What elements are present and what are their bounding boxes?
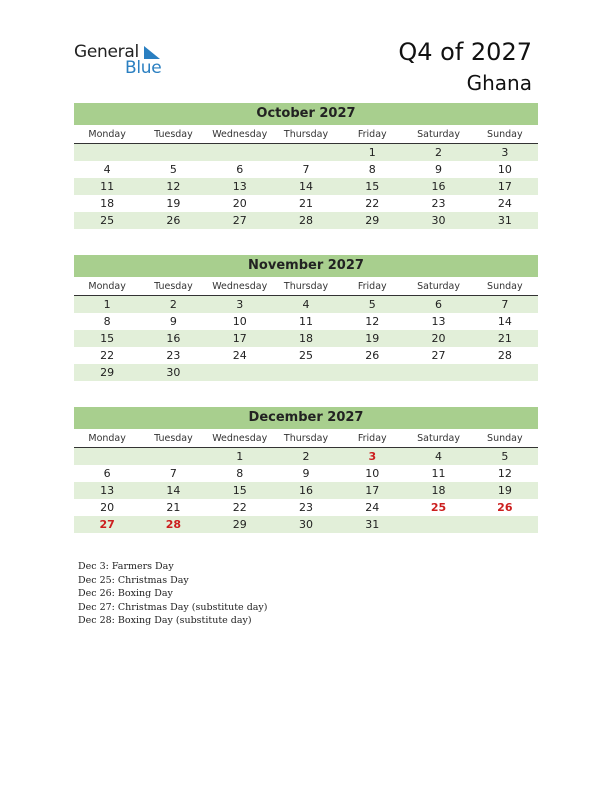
- weekday-header: Wednesday: [212, 281, 268, 292]
- holiday-note: Dec 3: Farmers Day: [78, 561, 174, 572]
- day-cell: 18: [298, 332, 313, 345]
- week-row: [74, 482, 538, 499]
- day-cell: 4: [103, 163, 111, 176]
- day-cell: 19: [166, 197, 181, 210]
- day-cell: 20: [431, 332, 446, 345]
- day-cell: 17: [497, 180, 512, 193]
- weekday-header: Thursday: [283, 433, 329, 444]
- day-cell: 28: [165, 518, 182, 531]
- day-cell: [273, 144, 339, 161]
- day-cell: 11: [298, 315, 313, 328]
- day-cell: 9: [302, 467, 310, 480]
- weekday-header: Tuesday: [154, 433, 193, 444]
- day-cell: 18: [431, 484, 446, 497]
- week-row: [74, 448, 538, 465]
- day-cell: 22: [100, 349, 115, 362]
- day-cell: 17: [365, 484, 380, 497]
- week-row: [74, 178, 538, 195]
- day-cell: 22: [365, 197, 380, 210]
- day-cell: 16: [298, 484, 313, 497]
- day-cell: 7: [302, 163, 310, 176]
- month-title-label: November 2027: [248, 258, 364, 273]
- weekday-header: Friday: [357, 129, 387, 140]
- day-cell: 12: [166, 180, 181, 193]
- day-cell: 14: [497, 315, 512, 328]
- day-cell: 16: [166, 332, 181, 345]
- day-cell: 15: [365, 180, 380, 193]
- day-cell: [140, 448, 206, 465]
- day-cell: [74, 448, 140, 465]
- day-cell: 28: [298, 214, 313, 227]
- day-cell: [405, 516, 471, 533]
- week-row: [74, 465, 538, 482]
- day-cell: 6: [236, 163, 244, 176]
- day-cell: 11: [431, 467, 446, 480]
- month-title: [74, 407, 538, 429]
- day-cell: 12: [497, 467, 512, 480]
- day-cell: 6: [435, 298, 443, 311]
- day-cell: 31: [497, 214, 512, 227]
- day-cell: 5: [368, 298, 376, 311]
- week-row: [74, 296, 538, 313]
- weekday-header: Monday: [88, 281, 126, 292]
- weekday-header: Monday: [88, 433, 126, 444]
- day-cell: 18: [100, 197, 115, 210]
- page-title: Q4 of 2027: [398, 38, 532, 66]
- day-cell: 24: [497, 197, 512, 210]
- day-cell: 22: [232, 501, 247, 514]
- day-cell: 23: [298, 501, 313, 514]
- weekday-header-row: [74, 429, 538, 448]
- day-cell: 26: [166, 214, 181, 227]
- month-title: [74, 255, 538, 277]
- holiday-notes: [78, 560, 268, 628]
- weekday-header: Thursday: [283, 281, 329, 292]
- day-cell: 14: [166, 484, 181, 497]
- day-cell: 13: [232, 180, 247, 193]
- week-row: [74, 144, 538, 161]
- day-cell: 24: [232, 349, 247, 362]
- day-cell: 2: [302, 450, 310, 463]
- day-cell: 20: [100, 501, 115, 514]
- day-cell: 15: [100, 332, 115, 345]
- weekday-header: Friday: [357, 281, 387, 292]
- day-cell: 7: [501, 298, 509, 311]
- day-cell: 29: [232, 518, 247, 531]
- weekday-header: Thursday: [283, 129, 329, 140]
- month-calendar-november: [74, 255, 538, 381]
- day-cell: 13: [100, 484, 115, 497]
- day-cell: 2: [169, 298, 177, 311]
- weekday-header: Saturday: [417, 281, 460, 292]
- day-cell: [405, 364, 471, 381]
- holiday-note: Dec 27: Christmas Day (substitute day): [78, 601, 268, 613]
- day-cell: 29: [365, 214, 380, 227]
- day-cell: 3: [236, 298, 244, 311]
- weekday-header: Friday: [357, 433, 387, 444]
- day-cell: 21: [298, 197, 313, 210]
- weekday-header: Monday: [88, 129, 126, 140]
- day-cell: 25: [100, 214, 115, 227]
- day-cell: 21: [166, 501, 181, 514]
- week-row: [74, 516, 538, 533]
- day-cell: 30: [298, 518, 313, 531]
- day-cell: 4: [435, 450, 443, 463]
- day-cell: 25: [298, 349, 313, 362]
- day-cell: 9: [435, 163, 443, 176]
- day-cell: [74, 144, 140, 161]
- logo-text-blue: Blue: [125, 58, 162, 78]
- week-row: [74, 195, 538, 212]
- day-cell: [472, 516, 538, 533]
- weekday-header: Sunday: [487, 433, 523, 444]
- weekday-header: Wednesday: [212, 129, 268, 140]
- day-cell: 8: [368, 163, 376, 176]
- day-cell: 5: [501, 450, 509, 463]
- generalblue-logo: [74, 42, 184, 78]
- day-cell: 3: [368, 450, 377, 463]
- day-cell: 26: [497, 501, 513, 514]
- day-cell: 7: [169, 467, 177, 480]
- weekday-header: Saturday: [417, 129, 460, 140]
- day-cell: 16: [431, 180, 446, 193]
- weekday-header-row: [74, 125, 538, 144]
- month-title: [74, 103, 538, 125]
- day-cell: 19: [365, 332, 380, 345]
- day-cell: 30: [431, 214, 446, 227]
- holiday-note: Dec 25: Christmas Day: [78, 574, 189, 586]
- day-cell: 8: [103, 315, 111, 328]
- week-row: [74, 313, 538, 330]
- day-cell: 27: [232, 214, 247, 227]
- day-cell: 14: [298, 180, 313, 193]
- day-cell: 29: [100, 366, 115, 379]
- month-calendar-october: [74, 103, 538, 229]
- weekday-header-row: [74, 277, 538, 296]
- day-cell: 30: [166, 366, 181, 379]
- weekday-header: Sunday: [487, 129, 523, 140]
- weekday-header: Sunday: [487, 281, 523, 292]
- day-cell: 27: [431, 349, 446, 362]
- day-cell: 3: [501, 146, 509, 159]
- day-cell: [207, 144, 273, 161]
- day-cell: 11: [100, 180, 115, 193]
- week-row: [74, 364, 538, 381]
- day-cell: 1: [103, 298, 111, 311]
- month-calendar-december: [74, 407, 538, 533]
- holiday-note: Dec 28: Boxing Day (substitute day): [78, 615, 252, 627]
- day-cell: 4: [302, 298, 310, 311]
- day-cell: 1: [236, 450, 244, 463]
- weekday-header: Wednesday: [212, 433, 268, 444]
- day-cell: [472, 364, 538, 381]
- day-cell: 28: [497, 349, 512, 362]
- day-cell: 13: [431, 315, 446, 328]
- day-cell: 15: [232, 484, 247, 497]
- month-title-label: October 2027: [256, 106, 356, 121]
- day-cell: 17: [232, 332, 247, 345]
- week-row: [74, 499, 538, 516]
- week-row: [74, 161, 538, 178]
- day-cell: 21: [497, 332, 512, 345]
- day-cell: 19: [497, 484, 512, 497]
- day-cell: [140, 144, 206, 161]
- day-cell: 10: [232, 315, 247, 328]
- month-title-label: December 2027: [248, 410, 364, 425]
- day-cell: 20: [232, 197, 247, 210]
- weekday-header: Tuesday: [154, 129, 193, 140]
- week-row: [74, 330, 538, 347]
- day-cell: 25: [430, 501, 447, 514]
- weekday-header: Saturday: [417, 433, 460, 444]
- day-cell: 12: [365, 315, 380, 328]
- day-cell: [273, 364, 339, 381]
- logo-text-general: General: [74, 42, 139, 62]
- day-cell: [339, 364, 405, 381]
- country-name: Ghana: [466, 71, 532, 95]
- day-cell: 31: [365, 518, 380, 531]
- day-cell: 23: [431, 197, 446, 210]
- day-cell: 26: [365, 349, 380, 362]
- week-row: [74, 347, 538, 364]
- day-cell: [207, 364, 273, 381]
- day-cell: 5: [169, 163, 177, 176]
- holiday-note: Dec 26: Boxing Day: [78, 588, 173, 600]
- weekday-header: Tuesday: [154, 281, 193, 292]
- day-cell: 9: [169, 315, 177, 328]
- day-cell: 10: [365, 467, 380, 480]
- day-cell: 6: [103, 467, 111, 480]
- day-cell: 8: [236, 467, 244, 480]
- day-cell: 23: [166, 349, 181, 362]
- day-cell: 10: [497, 163, 512, 176]
- week-row: [74, 212, 538, 229]
- day-cell: 27: [99, 518, 115, 531]
- day-cell: 1: [368, 146, 376, 159]
- day-cell: 2: [435, 146, 443, 159]
- day-cell: 24: [365, 501, 380, 514]
